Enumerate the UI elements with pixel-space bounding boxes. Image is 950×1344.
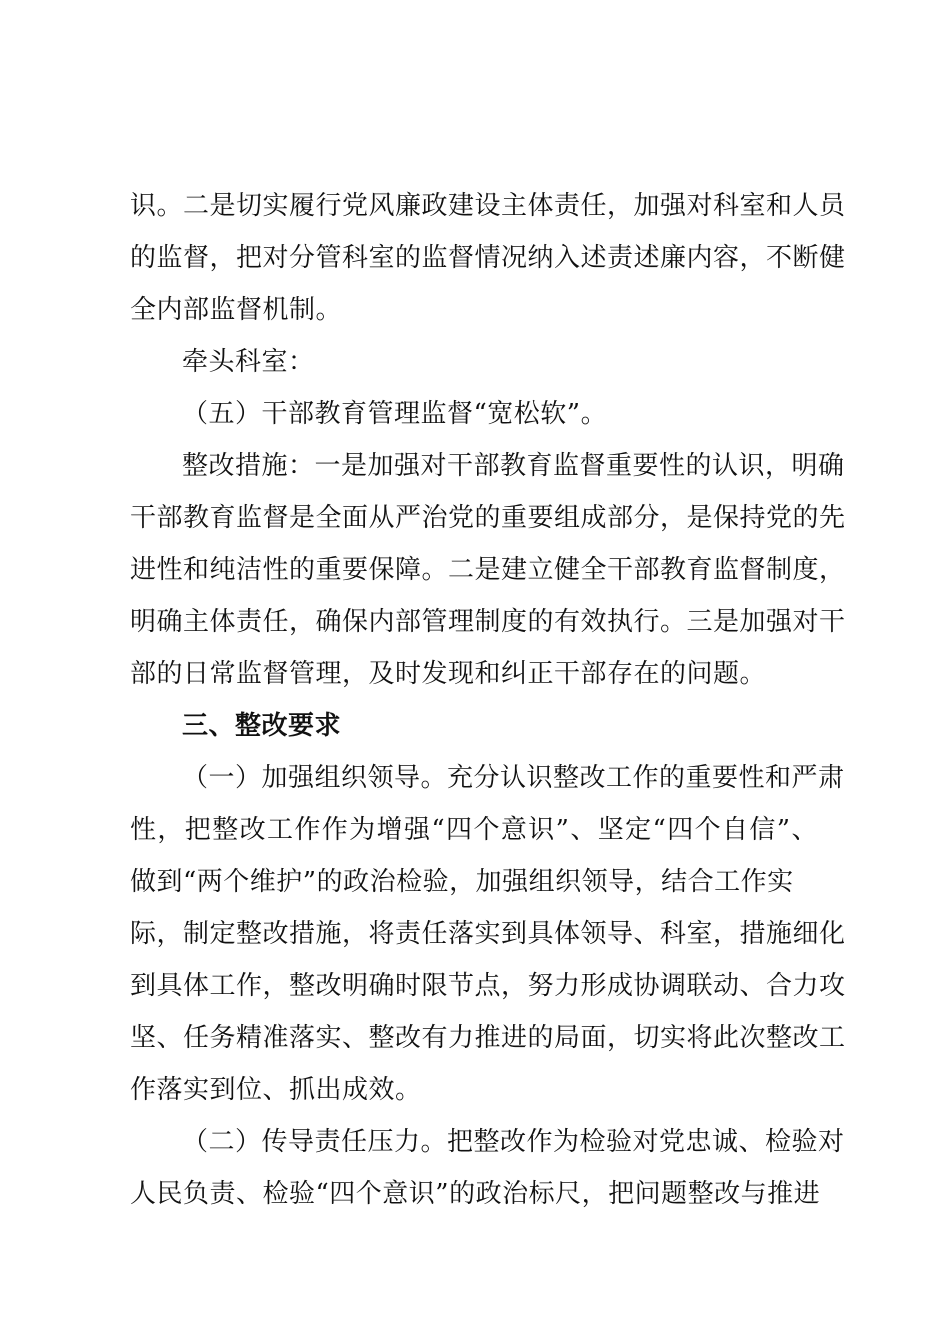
text-line: 部的日常监督管理，及时发现和纠正干部存在的问题。 (130, 659, 767, 689)
text-line: 明确主体责任，确保内部管理制度的有效执行。三是加强对干 (130, 607, 846, 637)
text-line: （二）传导责任压力。把整改作为检验对党忠诚、检验对 (182, 1127, 845, 1157)
text-line: 整改措施：一是加强对干部教育监督重要性的认识，明确 (182, 451, 845, 481)
paragraph-strengthen-leadership (130, 752, 846, 1116)
text-line: 做到“两个维护”的政治检验，加强组织领导，结合工作实 (130, 867, 794, 897)
text-line: （一）加强组织领导。充分认识整改工作的重要性和严肃 (182, 763, 845, 793)
text-line: 坚、任务精准落实、整改有力推进的局面，切实将此次整改工 (130, 1023, 846, 1053)
text-line: 作落实到位、抓出成效。 (130, 1075, 422, 1105)
text-line: 全内部监督机制。 (130, 295, 343, 325)
text-line: 牵头科室： (182, 347, 315, 377)
document-body (130, 180, 846, 1220)
section-heading-requirements (130, 700, 818, 752)
text-line: （五）干部教育管理监督“宽松软”。 (182, 399, 608, 429)
text-line: 的监督，把对分管科室的监督情况纳入述责述廉内容，不断健 (130, 243, 846, 273)
paragraph-lead-department (130, 336, 818, 388)
text-line: 识。二是切实履行党风廉政建设主体责任，加强对科室和人员 (130, 191, 846, 221)
section-heading: 三、整改要求 (182, 711, 342, 741)
paragraph-transmit-responsibility (130, 1116, 845, 1220)
text-line: 干部教育监督是全面从严治党的重要组成部分，是保持党的先 (130, 503, 846, 533)
text-line: 进性和纯洁性的重要保障。二是建立健全干部教育监督制度， (130, 555, 846, 585)
text-line: 性，把整改工作作为增强“四个意识”、坚定“四个自信”、 (130, 815, 818, 845)
text-line: 到具体工作，整改明确时限节点，努力形成协调联动、合力攻 (130, 971, 846, 1001)
paragraph-rectification-measures (130, 440, 846, 700)
text-line: 人民负责、检验“四个意识”的政治标尺，把问题整改与推进 (130, 1179, 821, 1209)
paragraph-supervision-continued (130, 180, 846, 336)
text-line: 际，制定整改措施，将责任落实到具体领导、科室，措施细化 (130, 919, 846, 949)
paragraph-item-five-title (130, 388, 818, 440)
